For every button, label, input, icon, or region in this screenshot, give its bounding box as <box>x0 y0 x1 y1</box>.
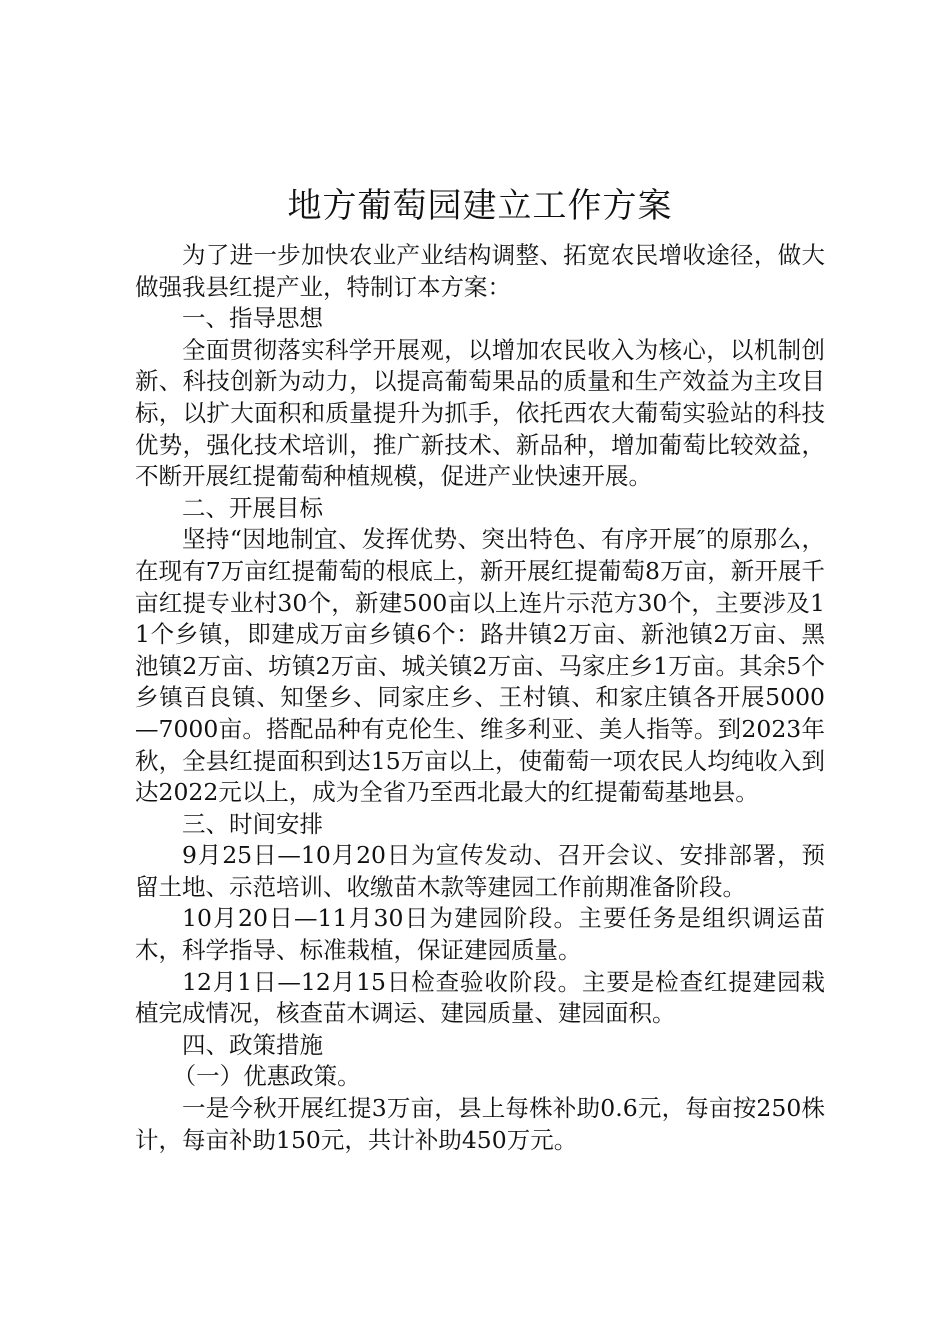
section-paragraph: 一是今秋开展红提3万亩，县上每株补助0.6元，每亩按250株计，每亩补助150元，共计补助450万元。 <box>135 1094 825 1154</box>
section-subheading-preferential-policy: （一）优惠政策。 <box>172 1062 361 1091</box>
section-heading-schedule: 三、时间安排 <box>182 809 323 838</box>
section-paragraph: 全面贯彻落实科学开展观，以增加农民收入为核心，以机制创新、科技创新为动力，以提高葡萄果品的质量和生产效益为主攻目标，以扩大面积和质量提升为抓手，依托西农大葡萄实验站的科技优势，强化技术培训，推广新技术、新品种，增加葡萄比较效益，不断开展红提葡萄种植规模，促进产业快速开展。 <box>135 335 825 491</box>
section-paragraph: 9月25日—10月20日为宣传发动、召开会议、安排部署，预留土地、示范培训、收缴苗木款等建园工作前期准备阶段。 <box>135 841 825 901</box>
section-paragraph: 坚持“因地制宜、发挥优势、突出特色、有序开展″的原那么，在现有7万亩红提葡萄的根底上，新开展红提葡萄8万亩，新开展千亩红提专业村30个，新建500亩以上连片示范方30个，主要涉及11个乡镇，即建成万亩乡镇6个：路井镇2万亩、新池镇2万亩、黑池镇2万亩、坊镇2万亩、城关镇2万亩、马家庄乡1万亩。其余5个乡镇百良镇、知堡乡、同家庄乡、王村镇、和家庄镇各开展5000—7000亩。搭配品种有克伦生、维多利亚、美人指等。到2023年秋，全县红提面积到达15万亩以上，使葡萄一项农民人均纯收入到达2022元以上，成为全省乃至西北最大的红提葡萄基地县。 <box>135 525 825 807</box>
section-heading-goals: 二、开展目标 <box>182 493 323 522</box>
document-title: 地方葡萄园建立工作方案 <box>287 186 673 226</box>
document-page <box>135 180 825 1156</box>
section-heading-guiding-ideology: 一、指导思想 <box>182 304 323 333</box>
intro-paragraph: 为了进一步加快农业产业结构调整、拓宽农民增收途径，做大做强我县红提产业，特制订本方案： <box>135 241 825 301</box>
section-paragraph: 12月1日—12月15日检查验收阶段。主要是检查红提建园栽植完成情况，核查苗木调运、建园质量、建园面积。 <box>135 967 825 1028</box>
section-paragraph: 10月20日—11月30日为建园阶段。主要任务是组织调运苗木，科学指导、标准栽植，保证建园质量。 <box>135 904 825 965</box>
section-heading-policy-measures: 四、政策措施 <box>182 1030 323 1059</box>
